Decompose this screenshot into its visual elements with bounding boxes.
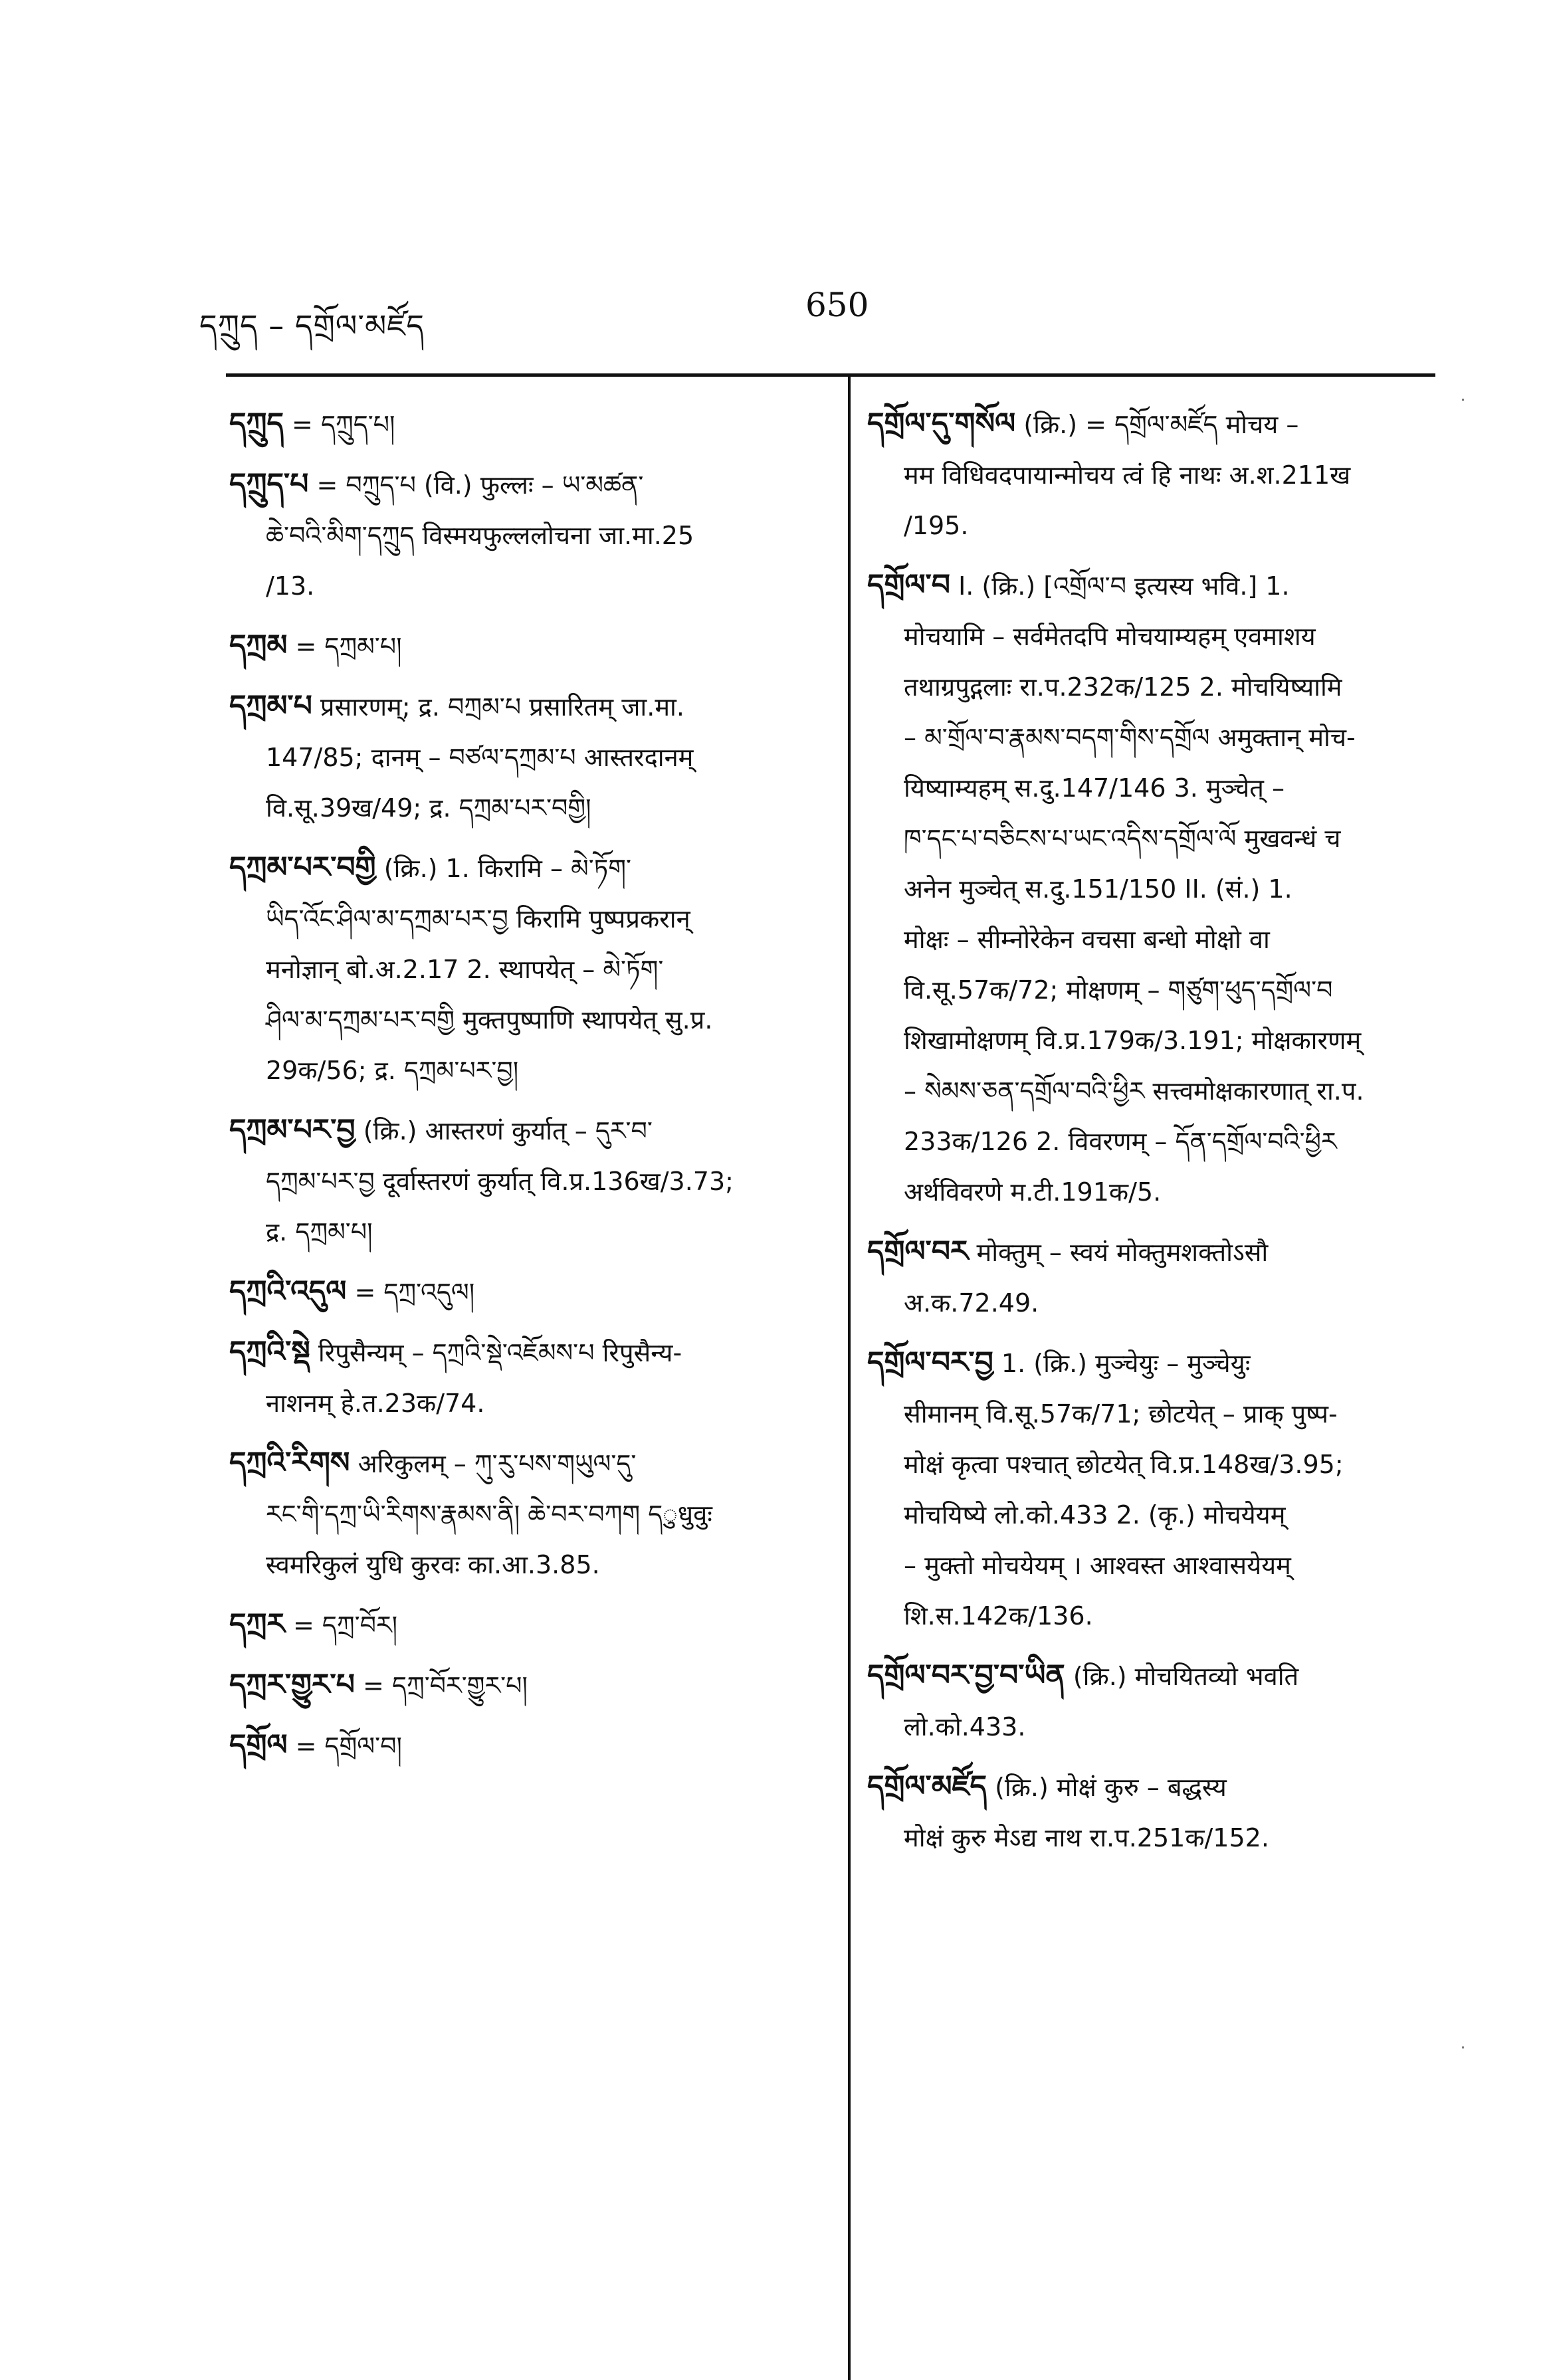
entry-headword: དཀྲམ་པར་བྱ bbox=[229, 1113, 356, 1147]
dictionary-entry bbox=[229, 621, 827, 672]
entry-definition-line: དཀྲམ་པར་བྱ दूर्वास्तरणं कुर्यात् वि.प्र.136ख/3.73; bbox=[266, 1167, 734, 1196]
entry-definition-first-line: मोक्तुम् – स्वयं मोक्तुमशक्तोऽसौ bbox=[976, 1238, 1269, 1267]
dictionary-entry bbox=[867, 1227, 1452, 1328]
page-number: 650 bbox=[805, 286, 869, 324]
entry-definition-line: तथाग्रपुद्गलाः रा.प.232क/125 2. मोचयिष्यामि bbox=[904, 672, 1342, 702]
dictionary-entry bbox=[229, 399, 827, 450]
scan-speck bbox=[1462, 2046, 1464, 2048]
entry-definition-first-line: (क्रि.) 1. किरामि – མེ་ཏོག་ bbox=[383, 854, 631, 883]
column-divider bbox=[848, 376, 851, 2380]
entry-definition-line: /195. bbox=[904, 511, 969, 540]
entry-headword: དཀྲའི་འདུལ bbox=[229, 1274, 347, 1308]
entry-definition-first-line: अरिकुलम् – ཀུ་རུ་པས་གཡུལ་དུ་ bbox=[358, 1449, 637, 1478]
entry-headword: དཀྲར་གྱུར་པ bbox=[229, 1668, 355, 1702]
right-column bbox=[867, 399, 1452, 1872]
entry-definition-line: मनोज्ञान् बो.अ.2.17 2. स्थापयेत् – མེ་ཏོག་ bbox=[266, 955, 664, 984]
dictionary-entry bbox=[229, 843, 827, 1096]
entry-headword: དགྲོལ་བ bbox=[867, 568, 950, 602]
entry-headword: དཀྲར bbox=[229, 1607, 285, 1641]
entry-definition-line: लो.को.433. bbox=[904, 1712, 1026, 1741]
entry-headword: དགྲོལ་བར bbox=[867, 1235, 969, 1268]
entry-definition-line: मोक्षं कुरु मेऽद्य नाथ रा.प.251क/152. bbox=[904, 1823, 1269, 1852]
dictionary-entry bbox=[867, 1761, 1452, 1863]
dictionary-entry bbox=[229, 1266, 827, 1318]
entry-definition-line: ཁ་དང་པ་བཅིངས་པ་ཡང་འདིས་དགྲོལ་ལོ मुखवन्धं च bbox=[904, 824, 1341, 853]
entry-definition-line: मोचयामि – सर्वमेतदपि मोचयाम्यहम् एवमाशय bbox=[904, 622, 1316, 651]
dictionary-entry bbox=[867, 399, 1452, 551]
entry-definition-first-line: = དཀྲུད་པ། bbox=[292, 410, 395, 439]
entry-definition-line: सीमानम् वि.सू.57क/71; छोटयेत् – प्राक् पुष्प- bbox=[904, 1399, 1338, 1429]
scan-speck bbox=[1462, 399, 1464, 401]
dictionary-entry bbox=[229, 1599, 827, 1650]
entry-definition-first-line: 1. (क्रि.) मुञ्चेयुः – मुञ्चेयुः bbox=[1001, 1349, 1251, 1378]
entry-definition-line: मोक्षः – सीम्नोरेकेन वचसा बन्धो मोक्षो वा bbox=[904, 925, 1270, 954]
entry-headword: དགྲོལ་དུ་གསོལ bbox=[867, 407, 1016, 441]
entry-definition-first-line: = དཀྲ་བོར་གྱུར་པ། bbox=[363, 1671, 528, 1700]
entry-definition-first-line: रिपुसैन्यम् – དཀྲའི་སྡེ་འཇོམས་པ रिपुसैन्य- bbox=[318, 1338, 682, 1367]
entry-definition-first-line: = དགྲོལ་བ། bbox=[295, 1732, 402, 1761]
entry-definition-first-line: = དཀྲ་འདུལ། bbox=[354, 1278, 475, 1307]
entry-definition-line: अर्थविवरणे म.टी.191क/5. bbox=[904, 1177, 1162, 1207]
entry-headword: དཀྲམ bbox=[229, 629, 288, 662]
dictionary-entry bbox=[229, 1327, 827, 1429]
entry-headword: དགྲོལ་བར་བྱ bbox=[867, 1345, 993, 1379]
entry-definition-first-line: (क्रि.) मोक्षं कुरु – बद्धस्य bbox=[995, 1773, 1227, 1802]
entry-definition-line: स्वमरिकुलं युधि कुरवः का.आ.3.85. bbox=[266, 1550, 600, 1579]
entry-definition-line: 233क/126 2. विवरणम् – དོན་དགྲོལ་བའི་ཕྱིར bbox=[904, 1127, 1337, 1156]
entry-definition-line: 29क/56; द्र. དཀྲམ་པར་བྱ། bbox=[266, 1056, 519, 1085]
entry-definition-first-line: (क्रि.) = དགྲོལ་མཛོད मोचय – bbox=[1023, 410, 1299, 439]
entry-definition-line: शिखामोक्षणम् वि.प्र.179क/3.191; मोक्षकारणम् bbox=[904, 1026, 1362, 1055]
entry-definition-first-line: प्रसारणम्; द्र. བཀྲམ་པ प्रसारितम् जा.मा. bbox=[320, 692, 684, 722]
dictionary-entry bbox=[867, 1650, 1452, 1752]
entry-definition-line: मोक्षं कृत्वा पश्चात् छोटयेत् वि.प्र.148ख/3.95; bbox=[904, 1450, 1344, 1479]
entry-definition-line: /13. bbox=[266, 571, 315, 601]
entry-definition-line: यिष्याम्यहम् स.दु.147/146 3. मुञ्चेत् – bbox=[904, 773, 1285, 803]
entry-definition-line: अनेन मुञ्चेत् स.दु.151/150 II. (सं.) 1. bbox=[904, 874, 1292, 904]
dictionary-entry bbox=[867, 1338, 1452, 1641]
entry-definition-first-line: = དཀྲམ་པ། bbox=[295, 632, 402, 661]
entry-definition-first-line: = དཀྲ་བོར། bbox=[292, 1611, 398, 1640]
entry-definition-line: मोचयिष्ये लो.को.433 2. (कृ.) मोचयेयम् bbox=[904, 1500, 1286, 1530]
entry-headword: དཀྲའི་སྡེ bbox=[229, 1335, 310, 1369]
entry-definition-line: 147/85; दानम् – བཙལ་དཀྲམ་པ आस्तरदानम् bbox=[266, 743, 694, 772]
running-head: དཀྲུད – དགྲོལ་མཛོད bbox=[199, 308, 425, 344]
dictionary-entry bbox=[229, 1660, 827, 1711]
entry-definition-first-line: (क्रि.) मोचयितव्यो भवति bbox=[1073, 1662, 1299, 1691]
entry-headword: དགྲོལ་མཛོད bbox=[867, 1769, 987, 1803]
entry-headword: དཀྲམ་པར་བགྱི bbox=[229, 850, 376, 884]
entry-headword: དཀྲའི་རིགས bbox=[229, 1446, 350, 1480]
entry-headword: དགྲོལ bbox=[229, 1728, 288, 1762]
entry-headword: དཀྲུད bbox=[229, 407, 284, 441]
entry-definition-line: ཡིད་འོང་ཤིལ་མ་དཀྲམ་པར་བྱ किरामि पुष्पप्रकरान् bbox=[266, 904, 690, 934]
entry-definition-line: मम विधिवदपायान्मोचय त्वं हि नाथः अ.श.211ख bbox=[904, 460, 1351, 490]
dictionary-entry bbox=[229, 459, 827, 611]
entry-definition-line: – मुक्तो मोचयेयम् । आश्वस्त आश्वासयेयम् bbox=[904, 1551, 1291, 1580]
entry-definition-line: – མ་གྲོལ་བ་རྣམས་བདག་གིས་དགྲོལ अमुक्तान् मोच- bbox=[904, 723, 1356, 752]
entry-definition-line: वि.सू.57क/72; मोक्षणम् – གཙུག་ཕུད་དགྲོལ་བ bbox=[904, 975, 1333, 1005]
entry-definition-line: नाशनम् हे.त.23क/74. bbox=[266, 1389, 485, 1418]
dictionary-entry bbox=[867, 560, 1452, 1217]
entry-definition-line: ཤིལ་མ་དཀྲམ་པར་བགྱི मुक्तपुष्पाणि स्थापयेत् सु.प्र. bbox=[266, 1005, 713, 1035]
entry-definition-line: अ.क.72.49. bbox=[904, 1288, 1039, 1318]
dictionary-entry bbox=[229, 681, 827, 833]
entry-headword: དཀྲུད་པ bbox=[229, 467, 309, 501]
entry-headword: དགྲོལ་བར་བྱ་བ་ཡིན bbox=[867, 1658, 1065, 1692]
dictionary-entry bbox=[229, 1105, 827, 1257]
entry-definition-first-line: (क्रि.) आस्तरणं कुर्यात् – དུར་བ་ bbox=[363, 1116, 653, 1145]
left-column bbox=[229, 399, 827, 1781]
entry-definition-line: द्र. དཀྲམ་པ། bbox=[266, 1217, 373, 1246]
entry-definition-first-line: = བཀྲུད་པ (वि.) फुल्लः – ཡ་མཚན་ bbox=[316, 470, 644, 500]
header-rule bbox=[226, 373, 1435, 377]
entry-definition-line: – སེམས་ཅན་དགྲོལ་བའི་ཕྱིར सत्त्वमोक्षकारणात् रा.प. bbox=[904, 1076, 1364, 1106]
entry-definition-line: ཆེ་བའི་མིག་དཀྲུད विस्मयफुल्ललोचना जा.मा.25 bbox=[266, 521, 694, 550]
entry-definition-line: शि.स.142क/136. bbox=[904, 1601, 1093, 1631]
dictionary-entry bbox=[229, 1720, 827, 1771]
entry-definition-first-line: I. (क्रि.) [འགྲོལ་བ इत्यस्य भवि.] 1. bbox=[958, 571, 1290, 601]
entry-definition-line: वि.सू.39ख/49; द्र. དཀྲམ་པར་བགྱི། bbox=[266, 793, 591, 823]
entry-headword: དཀྲམ་པ bbox=[229, 689, 312, 723]
entry-definition-line: རང་གི་དཀྲ་ཡི་རིགས་རྣམས་ནི། ཆེ་བར་བཀག དुधुवुः bbox=[266, 1500, 712, 1529]
dictionary-entry bbox=[229, 1438, 827, 1590]
